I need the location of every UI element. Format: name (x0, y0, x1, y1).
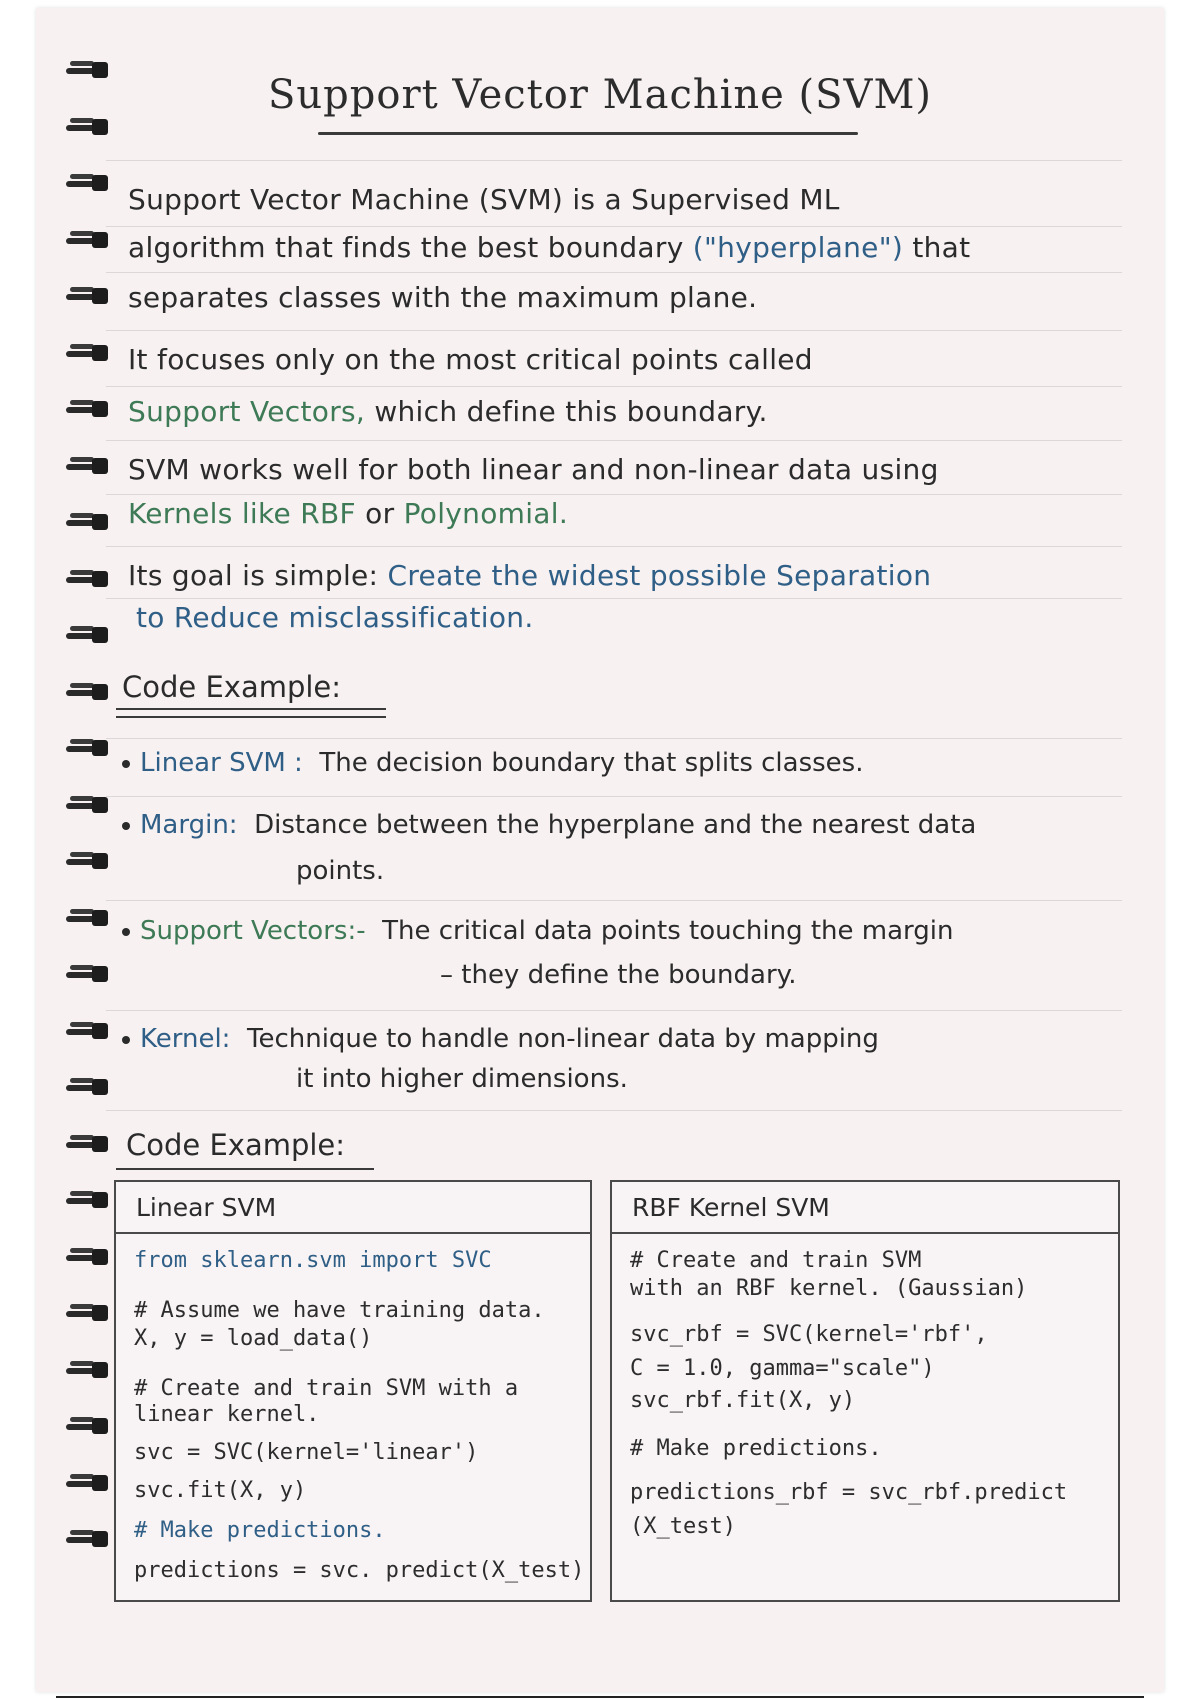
ruled-line (106, 738, 1122, 739)
ruled-line (106, 900, 1122, 901)
intro-line: to Reduce misclassification. (136, 601, 534, 634)
code-line: # Assume we have training data. (134, 1298, 545, 1323)
intro-line: algorithm that finds the best boundary ("hyperplane") that (128, 231, 971, 264)
intro-line: It focuses only on the most critical points called (128, 343, 813, 376)
binding-ring (66, 625, 108, 645)
code-line: with an RBF kernel. (Gaussian) (630, 1276, 1028, 1301)
binding-ring (66, 964, 108, 984)
binding-ring (66, 1473, 108, 1493)
code-line: from sklearn.svm import SVC (134, 1248, 492, 1273)
ruled-line (106, 160, 1122, 161)
code-box-header: RBF Kernel SVM (612, 1182, 1118, 1234)
binding-ring (66, 399, 108, 419)
page-bottom-edge (56, 1696, 1144, 1698)
ruled-line (106, 272, 1122, 273)
binding-ring (66, 1190, 108, 1210)
ruled-line (106, 330, 1122, 331)
binding-ring (66, 512, 108, 532)
bullet-dot (122, 822, 130, 830)
bullet-item: Kernel: Technique to handle non-linear data by mapping (122, 1024, 879, 1054)
binding-ring (66, 1077, 108, 1097)
binding-ring (66, 1303, 108, 1323)
heading-underline (116, 716, 386, 718)
page-title: Support Vector Machine (SVM) (267, 72, 932, 118)
code-line: X, y = load_data() (134, 1326, 373, 1351)
ruled-line (106, 546, 1122, 547)
code-line: svc_rbf.fit(X, y) (630, 1388, 856, 1413)
binding-ring (66, 60, 108, 80)
intro-line: Support Vectors, which define this boundary. (128, 395, 768, 428)
ruled-line (106, 796, 1122, 797)
bullet-dot (122, 760, 130, 768)
bullet-item: Linear SVM : The decision boundary that splits classes. (122, 748, 863, 778)
binding-ring (66, 173, 108, 193)
binding-ring (66, 851, 108, 871)
section-heading: Code Example: (126, 1128, 346, 1162)
binding-ring (66, 1134, 108, 1154)
code-line: # Make predictions. (134, 1518, 386, 1543)
bullet-continuation: – they define the boundary. (440, 960, 797, 990)
bullet-dot (122, 928, 130, 936)
intro-line: Support Vector Machine (SVM) is a Supervised ML (128, 183, 840, 216)
binding-ring (66, 1247, 108, 1267)
binding-ring (66, 1360, 108, 1380)
intro-line: Its goal is simple: Create the widest possible Separation (128, 559, 932, 592)
binding-ring (66, 456, 108, 476)
ruled-line (106, 226, 1122, 227)
binding-ring (66, 908, 108, 928)
ruled-line (106, 1010, 1122, 1011)
code-box-header: Linear SVM (116, 1182, 590, 1234)
code-line: C = 1.0, gamma="scale") (630, 1356, 935, 1381)
bullet-dot (122, 1036, 130, 1044)
code-line: (X_test) (630, 1514, 736, 1539)
heading-underline (116, 1168, 374, 1170)
bullet-item: Support Vectors:- The critical data points touching the margin (122, 916, 954, 946)
ruled-line (106, 598, 1122, 599)
binding-ring (66, 343, 108, 363)
intro-line: SVM works well for both linear and non-linear data using (128, 453, 939, 486)
bullet-continuation: points. (296, 856, 385, 886)
title-underline (318, 132, 858, 135)
ruled-line (106, 440, 1122, 441)
ruled-line (106, 494, 1122, 495)
spiral-binding (66, 60, 110, 1586)
code-line: # Create and train SVM with a (134, 1376, 519, 1401)
code-line: svc = SVC(kernel='linear') (134, 1440, 479, 1465)
binding-ring (66, 286, 108, 306)
binding-ring (66, 1416, 108, 1436)
code-line: predictions = svc. predict(X_test) (134, 1558, 585, 1583)
binding-ring (66, 230, 108, 250)
code-line: svc_rbf = SVC(kernel='rbf', (630, 1322, 988, 1347)
heading-underline (116, 708, 386, 710)
bullet-continuation: it into higher dimensions. (296, 1064, 628, 1094)
binding-ring (66, 569, 108, 589)
code-line: linear kernel. (134, 1402, 320, 1427)
binding-ring (66, 682, 108, 702)
section-heading: Code Example: (122, 670, 342, 704)
intro-line: Kernels like RBF or Polynomial. (128, 497, 569, 530)
code-line: # Create and train SVM (630, 1248, 922, 1273)
code-line: svc.fit(X, y) (134, 1478, 307, 1503)
binding-ring (66, 1529, 108, 1549)
ruled-line (106, 1110, 1122, 1111)
binding-ring (66, 795, 108, 815)
intro-line: separates classes with the maximum plane. (128, 281, 758, 314)
binding-ring (66, 738, 108, 758)
ruled-line (106, 386, 1122, 387)
bullet-item: Margin: Distance between the hyperplane and the nearest data (122, 810, 976, 840)
binding-ring (66, 117, 108, 137)
code-line: # Make predictions. (630, 1436, 882, 1461)
code-line: predictions_rbf = svc_rbf.predict (630, 1480, 1068, 1505)
binding-ring (66, 1021, 108, 1041)
